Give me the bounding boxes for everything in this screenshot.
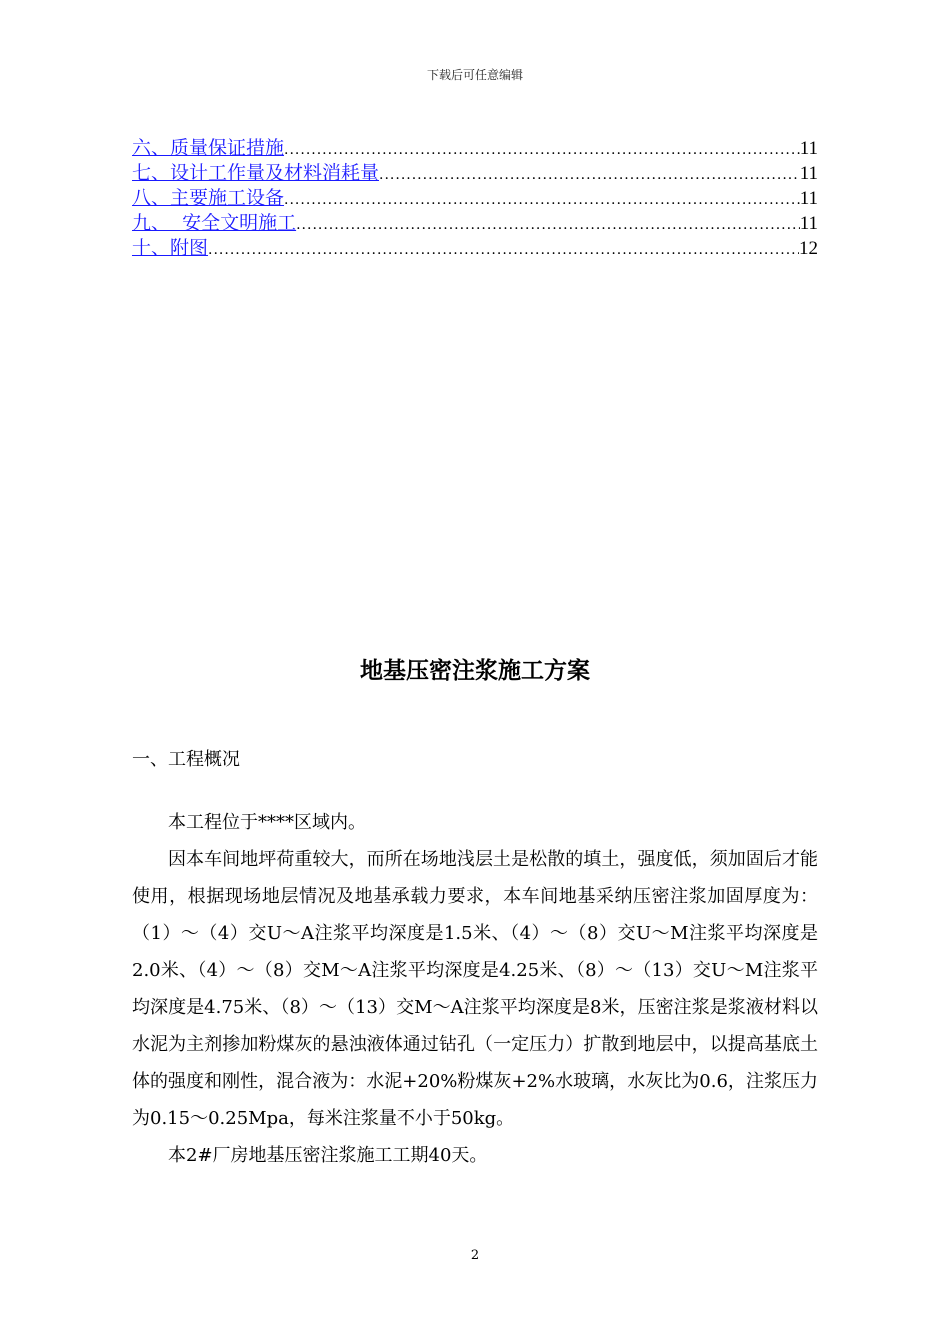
- toc-link[interactable]: 六、质量保证措施: [132, 137, 285, 159]
- toc-link[interactable]: 七、设计工作量及材料消耗量: [132, 162, 380, 184]
- page-header: 下载后可任意编辑: [426, 68, 523, 82]
- toc-entry[interactable]: [132, 211, 818, 236]
- toc-leader: [379, 163, 800, 188]
- toc-page-number: 11: [799, 213, 818, 234]
- paragraph: 因本车间地坪荷重较大，而所在场地浅层土是松散的填土，强度低，须加固后才能使用，根据现场地层情况及地基承载力要求，本车间地基采纳压密注浆加固厚度为：（1）～（4）交U～A注浆平均深度是1.5米、（4）～（8）交U～M注浆平均深度是2.0米、（4）～（8）交M～A注浆平均深度是4.25米、（8）～（13）交U～M注浆平均深度是4.75米、（8）～（13）交M～A注浆平均深度是8米，压密注浆是浆液材料以水泥为主剂掺加粉煤灰的悬浊液体通过钻孔（一定压力）扩散到地层中，以提高基底土体的强度和刚性，混合液为：水泥+20%粉煤灰+2%水玻璃，水灰比为0.6，注浆压力为0.15～0.25Mpa，每米注浆量不小于50kg。: [132, 849, 818, 1129]
- document-title: 地基压密注浆施工方案: [360, 658, 590, 684]
- toc-entry[interactable]: [132, 136, 818, 161]
- paragraph: 本工程位于****区域内。: [168, 812, 366, 833]
- page-number: 2: [470, 1248, 480, 1263]
- toc-page-number: 12: [799, 238, 818, 259]
- section-heading: 一、工程概况: [132, 749, 240, 770]
- body-text: [132, 804, 818, 1174]
- table-of-contents: [132, 136, 818, 261]
- toc-leader: [296, 213, 800, 238]
- toc-leader: [208, 238, 799, 263]
- toc-page-number: 11: [799, 138, 818, 159]
- paragraph: 本2#厂房地基压密注浆施工工期40天。: [168, 1145, 488, 1166]
- toc-entry[interactable]: [132, 186, 818, 211]
- toc-leader: [284, 138, 800, 163]
- toc-entry[interactable]: [132, 236, 818, 261]
- toc-link[interactable]: 十、附图: [132, 237, 209, 259]
- toc-page-number: 11: [799, 163, 818, 184]
- toc-entry[interactable]: [132, 161, 818, 186]
- toc-link[interactable]: 八、主要施工设备: [132, 187, 285, 209]
- toc-page-number: 11: [799, 188, 818, 209]
- toc-link[interactable]: 九、 安全文明施工: [132, 212, 297, 234]
- toc-leader: [284, 188, 800, 213]
